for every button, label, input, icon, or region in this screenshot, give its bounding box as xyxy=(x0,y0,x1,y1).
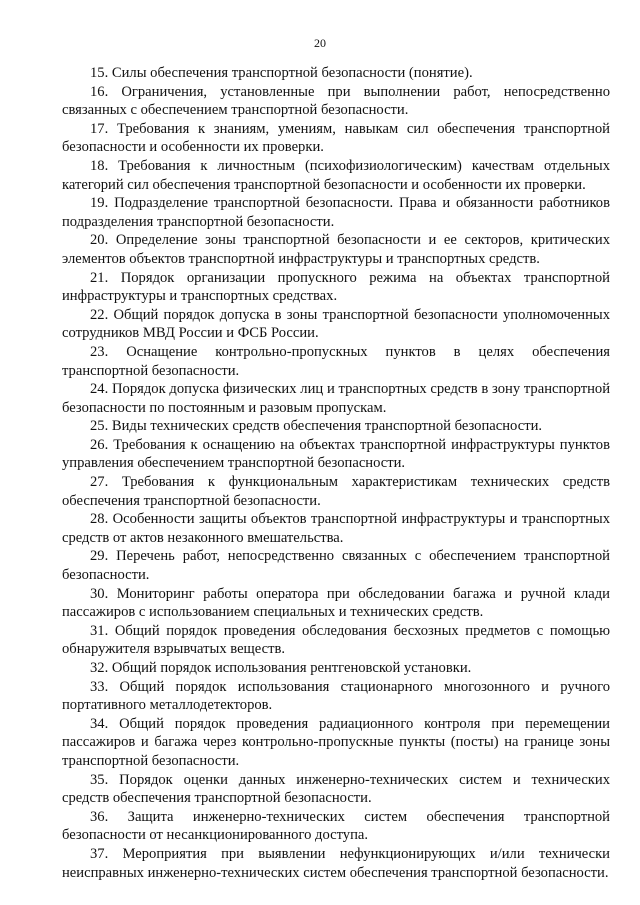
question-list xyxy=(62,64,610,882)
list-item: 21. Порядок организации пропускного режима на объектах транспортной инфраструктуры и транспортных средствах. xyxy=(62,269,610,305)
list-item: 23. Оснащение контрольно-пропускных пунктов в целях обеспечения транспортной безопасности. xyxy=(62,343,610,379)
list-item: 30. Мониторинг работы оператора при обследовании багажа и ручной клади пассажиров с использованием специальных и технических средств. xyxy=(62,585,610,621)
list-item: 17. Требования к знаниям, умениям, навыкам сил обеспечения транспортной безопасности и особенности их проверки. xyxy=(62,120,610,156)
list-item: 25. Виды технических средств обеспечения транспортной безопасности. xyxy=(90,418,543,435)
list-item: 36. Защита инженерно-технических систем обеспечения транспортной безопасности от несанкционированного доступа. xyxy=(62,808,610,844)
list-item: 29. Перечень работ, непосредственно связанных с обеспечением транспортной безопасности. xyxy=(62,548,610,584)
page-number: 20 xyxy=(314,36,326,50)
list-item: 19. Подразделение транспортной безопасности. Права и обязанности работников подразделения транспортной безопасности. xyxy=(62,195,610,230)
list-item: 35. Порядок оценки данных инженерно-технических систем и технических средств обеспечения транспортной безопасности. xyxy=(62,771,610,807)
list-item: 24. Порядок допуска физических лиц и транспортных средств в зону транспортной безопасности по постоянным и разовым пропускам. xyxy=(62,381,610,416)
list-item: 28. Особенности защиты объектов транспортной инфраструктуры и транспортных средств от актов незаконного вмешательства. xyxy=(62,511,610,546)
list-item: 26. Требования к оснащению на объектах транспортной инфраструктуры пунктов управления обеспечением транспортной безопасности. xyxy=(62,436,610,472)
list-item: 31. Общий порядок проведения обследования бесхозных предметов с помощью обнаружителя взрывчатых веществ. xyxy=(62,622,610,658)
list-item: 32. Общий порядок использования рентгеновской установки. xyxy=(90,660,472,676)
list-item: 16. Ограничения, установленные при выполнении работ, непосредственно связанных с обеспечением транспортной безопасности. xyxy=(62,83,610,119)
list-item: 33. Общий порядок использования стационарного многозонного и ручного портативного металлодетекторов. xyxy=(62,678,610,714)
list-item: 15. Силы обеспечения транспортной безопасности (понятие). xyxy=(90,65,473,81)
list-item: 37. Мероприятия при выявлении нефункционирующих и/или технически неисправных инженерно-технических систем обеспечения транспортной безопасности. xyxy=(62,845,610,881)
list-item: 27. Требования к функциональным характеристикам технических средств обеспечения транспортной безопасности. xyxy=(62,474,610,509)
list-item: 22. Общий порядок допуска в зоны транспортной безопасности уполномоченных сотрудников МВД России и ФСБ России. xyxy=(62,306,610,342)
list-item: 18. Требования к личностным (психофизиологическим) качествам отдельных категорий сил обеспечения транспортной безопасности и особенности их проверки. xyxy=(62,157,610,193)
list-item: 20. Определение зоны транспортной безопасности и ее секторов, критических элементов объектов транспортной инфраструктуры и транспортных средств. xyxy=(62,232,610,267)
list-item: 34. Общий порядок проведения радиационного контроля при перемещении пассажиров и багажа через контрольно-пропускные пункты (посты) на границе зоны транспортной безопасности. xyxy=(62,715,610,769)
